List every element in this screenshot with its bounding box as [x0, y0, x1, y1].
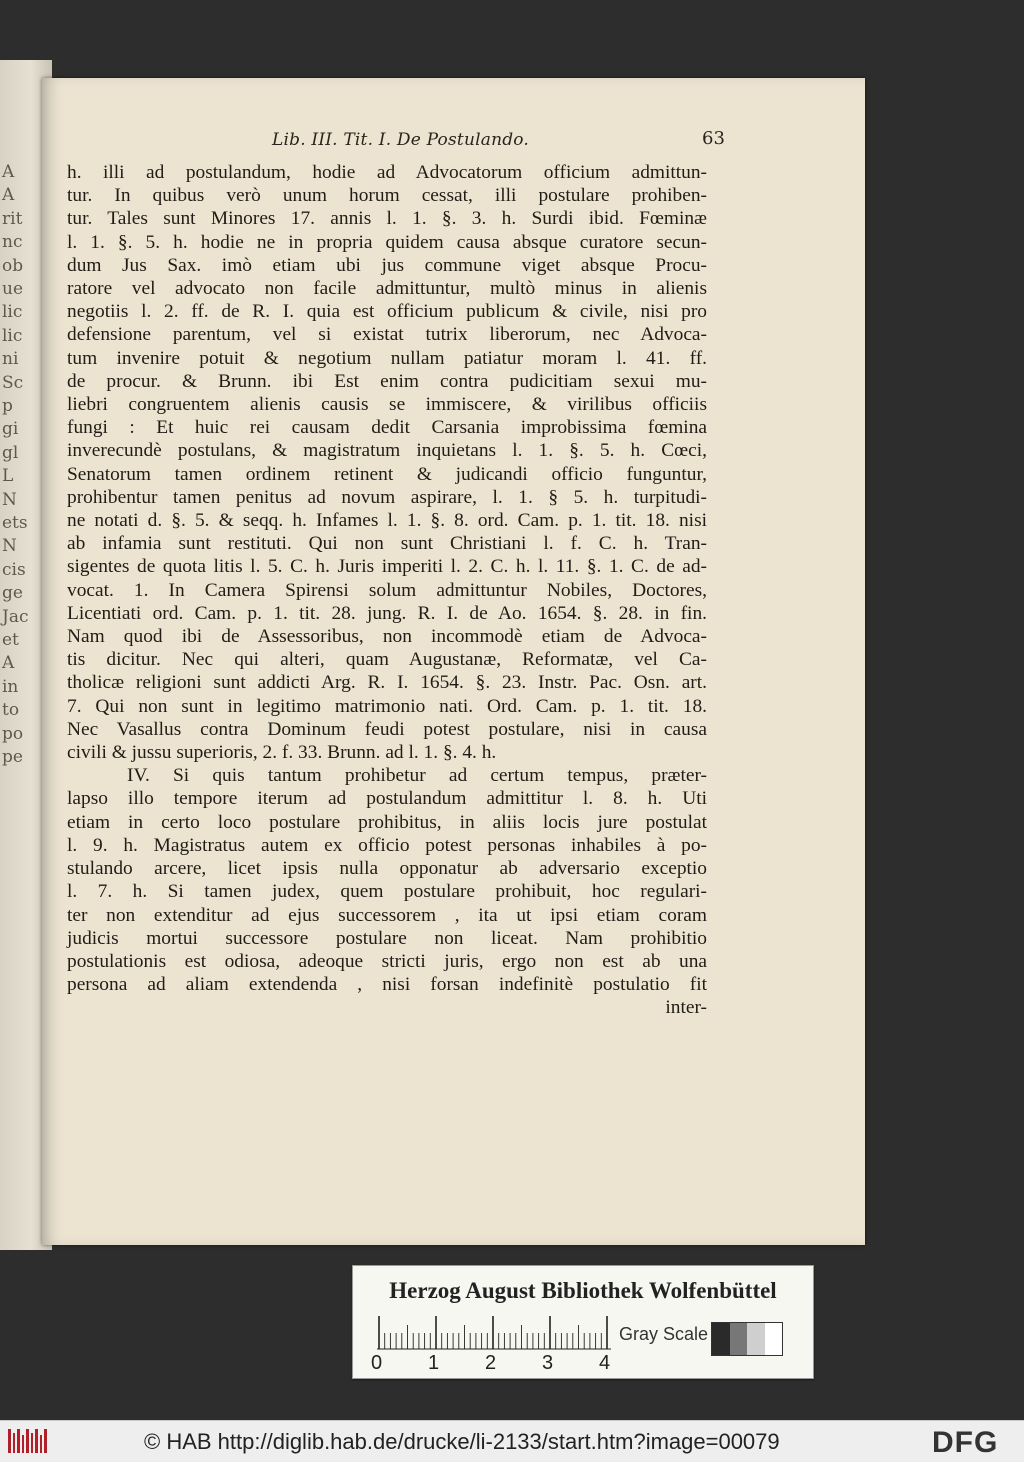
text-line: negotiis l. 2. ff. de R. I. quia est officium publicum & civile, nisi pro	[67, 301, 707, 323]
running-head: Lib. III. Tit. I. De Postulando.	[272, 130, 530, 150]
prev-page-fragment: A	[2, 653, 15, 674]
ruler-number: 2	[485, 1352, 497, 1374]
text-line: defensione parentum, vel si existat tutrix liberorum, nec Advoca-	[67, 324, 707, 346]
prev-page-fragment: p	[2, 396, 13, 416]
text-line: inverecundè postulans, & magistratum inquietans l. 1. §. 5. h. Cœci,	[67, 440, 707, 462]
text-line: h. illi ad postulandum, hodie ad Advocatorum officium admittun-	[67, 162, 707, 183]
library-name: Herzog August Bibliothek Wolfenbüttel	[389, 1278, 777, 1303]
text-line: tholicæ religioni sunt addicti Arg. R. I. 1654. §. 23. Instr. Pac. Osn. art.	[67, 672, 707, 694]
text-line: inter-	[665, 997, 707, 1019]
text-line: persona ad aliam extendenda , nisi forsan indefinitè postulatio fit	[67, 974, 707, 996]
dfg-logo: DFG	[932, 1426, 999, 1459]
prev-page-fragment: Sc	[2, 372, 24, 393]
text-line: Senatorum tamen ordinem retinent & judicandi officio funguntur,	[67, 463, 707, 485]
gray-swatch	[730, 1323, 748, 1355]
text-line: l. 9. h. Magistratus autem ex officio potest personas inhabiles à po-	[67, 834, 707, 856]
gray-swatch	[765, 1323, 783, 1355]
gray-scale-label: Gray Scale	[619, 1324, 709, 1344]
prev-page-fragment: cis	[2, 559, 26, 580]
text-line: IV. Si quis tantum prohibetur ad certum tempus, præter-	[127, 765, 707, 787]
prev-page-fragment: A	[2, 162, 15, 182]
ruler-number: 1	[428, 1352, 440, 1374]
prev-page-fragment: Jac	[2, 606, 29, 627]
prev-page-fragment: ge	[2, 583, 23, 604]
prev-page-fragment: gi	[2, 419, 19, 440]
prev-page-fragment: ets	[2, 513, 28, 533]
prev-page-fragment: N	[2, 489, 17, 510]
text-line: Licentiati ord. Cam. p. 1. tit. 28. jung. R. I. de Ao. 1654. §. 28. in fin.	[67, 602, 707, 624]
prev-page-fragment: et	[2, 630, 19, 650]
color-reference-card	[352, 1265, 814, 1379]
text-line: civili & jussu superioris, 2. f. 33. Brunn. ad l. 1. §. 4. h.	[67, 742, 497, 764]
text-line: etiam in certo loco postulare prohibitus, in aliis locis jure postulat	[67, 811, 707, 833]
prev-page-fragment: lic	[2, 302, 23, 323]
text-line: tur. In quibus verò unum horum cessat, illi postulare prohiben-	[67, 185, 707, 207]
prev-page-fragment: N	[2, 536, 17, 557]
prev-page-fragment: gl	[2, 442, 19, 463]
text-line: tis dicitur. Nec qui alteri, quam Augustanæ, Reformatæ, vel Ca-	[67, 649, 707, 671]
prev-page-fragment: rit	[2, 208, 23, 229]
ruler-number: 3	[542, 1352, 554, 1374]
ruler-number: 0	[371, 1352, 383, 1374]
ruler-numbers	[371, 1352, 621, 1372]
measurement-ruler	[377, 1316, 611, 1350]
text-line: ratore vel advocato non facile admittuntur, multò minus in alienis	[67, 278, 707, 300]
text-line: tur. Tales sunt Minores 17. annis l. 1. §. 3. h. Surdi ibid. Fœminæ	[67, 208, 707, 230]
text-line: de procur. & Brunn. ibi Est enim contra pudicitiam sexui mu-	[67, 370, 707, 392]
text-line: stulando arcere, licet ipsis nulla opponatur ab adversario exceptio	[67, 858, 707, 880]
hab-logo-icon	[6, 1427, 48, 1455]
prev-page-fragment: nc	[2, 232, 23, 253]
prev-page-fragment: A	[2, 185, 15, 206]
book-page	[42, 78, 865, 1245]
gray-scale-swatches	[711, 1322, 783, 1356]
text-line: ne notati d. §. 5. & seqq. h. Infames l. 1. §. 8. ord. Cam. p. 1. tit. 18. nisi	[67, 510, 707, 532]
prev-page-fragment: ni	[2, 349, 19, 370]
gray-swatch	[747, 1323, 765, 1355]
text-line: l. 1. §. 5. h. hodie ne in propria quidem causa absque curatore secun-	[67, 231, 707, 253]
prev-page-fragment: to	[2, 700, 20, 721]
prev-page-fragment: lic	[2, 325, 23, 346]
text-line: vocat. 1. In Camera Spirensi solum admittuntur Nobiles, Doctores,	[67, 579, 707, 601]
text-line: sigentes de quota litis l. 5. C. h. Juris imperiti l. 2. C. h. l. 11. §. 1. C. de ad-	[67, 556, 707, 578]
text-line: tum invenire potuit & negotium nullam patiatur moram l. 41. ff.	[67, 347, 707, 369]
text-line: Nec Vasallus contra Dominum feudi potest postulare, nisi in causa	[67, 718, 707, 740]
text-line: Nam quod ibi de Assessoribus, non incommodè etiam de Advoca-	[67, 626, 707, 648]
prev-page-fragment: ob	[2, 255, 24, 276]
prev-page-fragment: in	[2, 676, 19, 697]
text-line: prohibentur tamen penitus ad novum aspirare, l. 1. § 5. h. turpitudi-	[67, 486, 707, 508]
page-body-text	[67, 161, 707, 1020]
prev-page-fragment: pe	[2, 747, 23, 767]
gray-swatch	[712, 1323, 730, 1355]
text-line: judicis mortui successore postulare non liceat. Nam prohibitio	[67, 927, 707, 949]
text-line: 7. Qui non sunt in legitimo matrimonio nati. Ord. Cam. p. 1. tit. 18.	[67, 695, 707, 717]
prev-page-fragment: L	[2, 466, 14, 487]
text-line: dum Jus Sax. imò etiam ubi jus commune viget absque Procu-	[67, 254, 707, 276]
source-link[interactable]: © HAB http://diglib.hab.de/drucke/li-2133/start.htm?image=00079	[144, 1429, 780, 1454]
text-line: l. 7. h. Si tamen judex, quem postulare prohibuit, hoc regulari-	[67, 881, 707, 903]
prev-page-fragment: po	[2, 723, 24, 744]
text-line: fungi : Et huic rei causam dedit Carsania improbissima fœmina	[67, 417, 707, 439]
ruler-number: 4	[599, 1352, 611, 1374]
text-line: ab infamia sunt restituti. Qui non sunt Christiani l. f. C. h. Tran-	[67, 533, 707, 555]
text-line: liebri congruentem alienis causis se immiscere, & virilibus officiis	[67, 394, 707, 416]
page-number: 63	[702, 128, 725, 149]
viewer-footer	[0, 1420, 1024, 1462]
text-line: postulationis est odiosa, adeoque stricti juris, ergo non est ab una	[67, 950, 707, 972]
text-line: lapso illo tempore iterum ad postulandum admittitur l. 8. h. Uti	[67, 788, 707, 810]
text-line: ter non extenditur ad ejus successorem , ita ut ipsi etiam coram	[67, 904, 707, 926]
prev-page-fragment: ue	[2, 279, 24, 299]
